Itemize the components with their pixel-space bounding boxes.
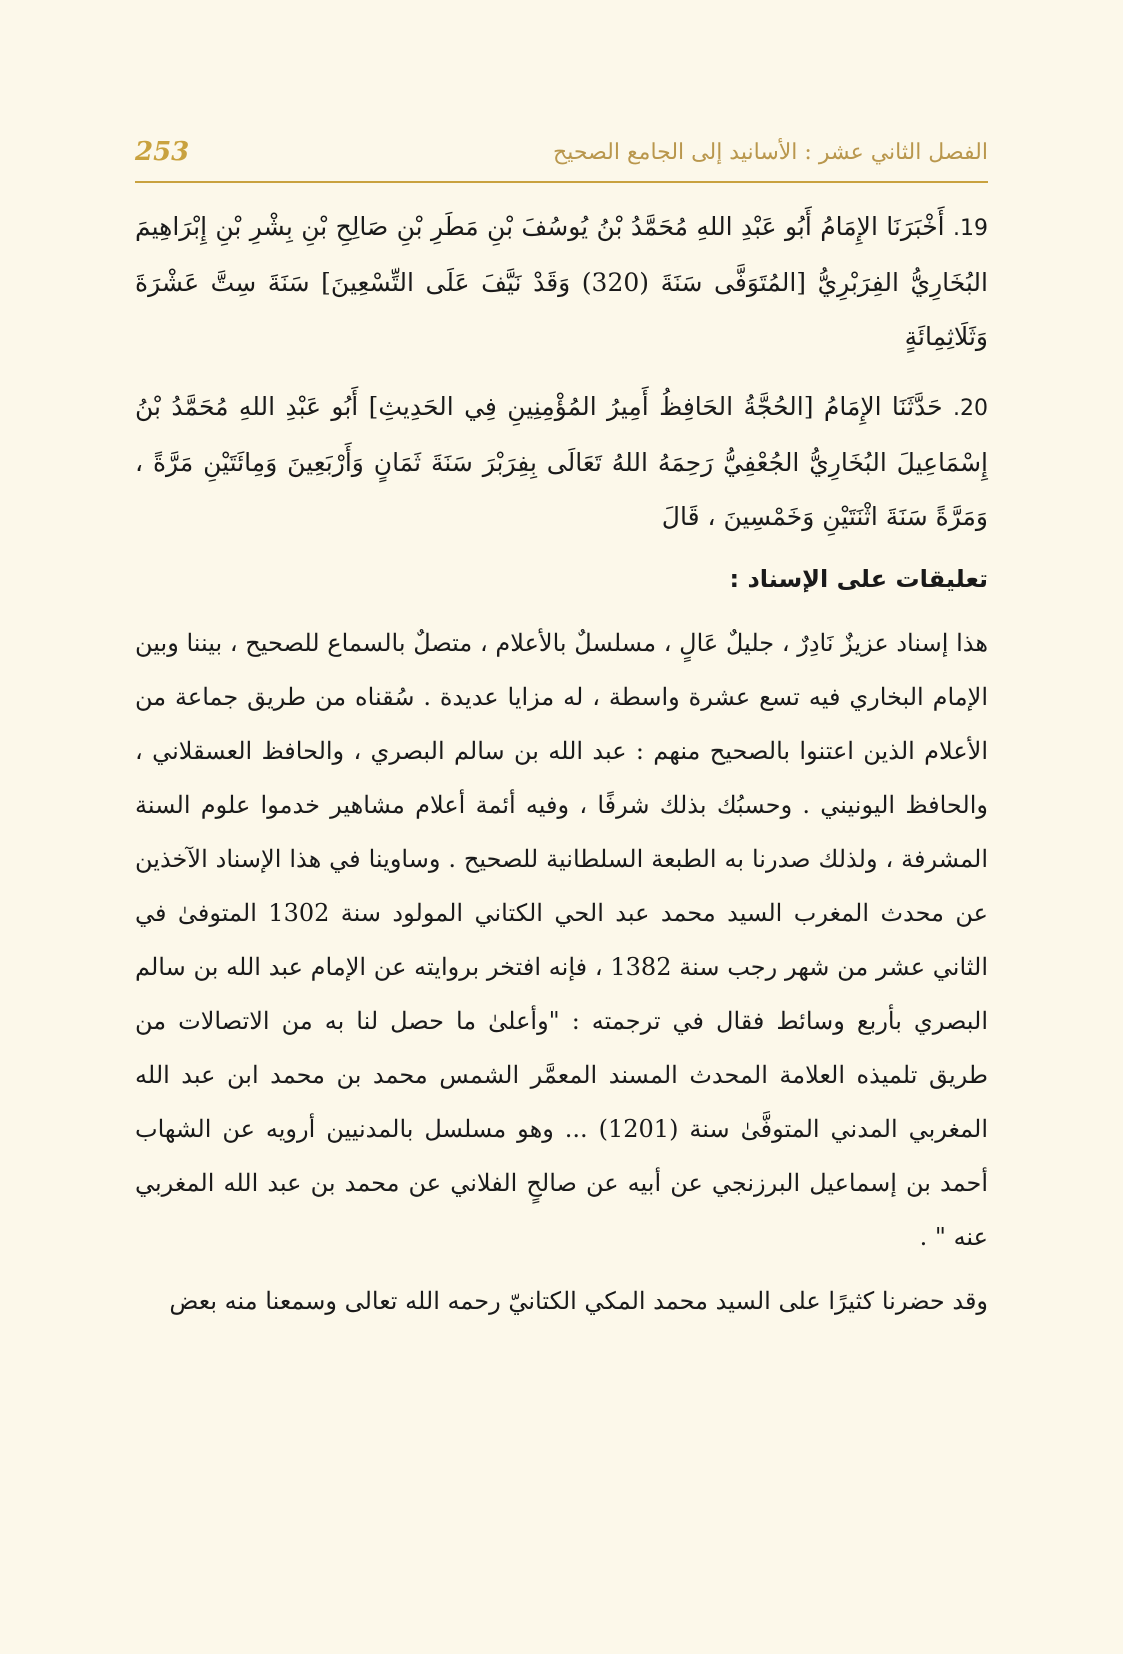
page-body (135, 200, 988, 1328)
page-number: 253 (135, 137, 190, 167)
isnad-entry-20 (135, 380, 988, 544)
isnad-text: أَخْبَرَنَا الإِمَامُ أَبُو عَبْدِ اللهِ مُحَمَّدُ بْنُ يُوسُفَ بْنِ مَطَرِ بْنِ صَالِحِ بْنِ بِشْرِ بْنِ إِبْرَاهِيمَ البُخَارِيُّ الفِرَبْرِيُّ [المُتَوَفَّى سَنَةَ (320) وَقَدْ نَيَّفَ عَلَى التِّسْعِينَ] سَنَةَ سِتَّ عَشْرَةَ وَثَلَاثِمِائَةٍ (135, 212, 988, 351)
commentary-paragraph-continued: وقد حضرنا كثيرًا على السيد محمد المكي الكتانيّ رحمه الله تعالى وسمعنا منه بعض (169, 1287, 988, 1315)
isnad-number: 20. (953, 396, 989, 421)
commentary-heading: تعليقات على الإسناد : (729, 565, 988, 593)
page-header (135, 128, 988, 176)
header-rule (135, 181, 988, 183)
commentary-paragraph: هذا إسناد عزيزٌ نَادِرٌ ، جليلٌ عَالٍ ، مسلسلٌ بالأعلام ، متصلٌ بالسماع للصحيح ، بيننا وبين الإمام البخاري فيه تسع عشرة واسطة ، له مزايا عديدة . سُقناه من طريق جماعة من الأعلام الذين اعتنوا بالصحيح منهم : عبد الله بن سالم البصري ، والحافظ العسقلاني ، والحافظ اليونيني . وحسبُك بذلك شرفًا ، وفيه أئمة أعلام مشاهير خدموا علوم السنة المشرفة ، ولذلك صدرنا به الطبعة السلطانية للصحيح . وساوينا في هذا الإسناد الآخذين عن محدث المغرب السيد محمد عبد الحي الكتاني المولود سنة 1302 المتوفىٰ في الثاني عشر من شهر رجب سنة 1382 ، فإنه افتخر بروايته عن الإمام عبد الله بن سالم البصري بأربع وسائط فقال في ترجمته : "وأعلىٰ ما حصل لنا به من الاتصالات من طريق تلميذه العلامة المحدث المسند المعمَّر الشمس محمد بن محمد ابن عبد الله المغربي المدني المتوفَّىٰ سنة (1201) ... وهو مسلسل بالمدنيين أرويه عن الشهاب أحمد بن إسماعيل البرزنجي عن أبيه عن صالحٍ الفلاني عن محمد بن عبد الله المغربي عنه " . (135, 629, 988, 1251)
running-title: الفصل الثاني عشر : الأسانيد إلى الجامع الصحيح (553, 139, 988, 165)
isnad-entry-19 (135, 200, 988, 364)
isnad-number: 19. (952, 216, 988, 241)
isnad-text: حَدَّثَنَا الإِمَامُ [الحُجَّةُ الحَافِظُ أَمِيرُ المُؤْمِنِينِ فِي الحَدِيثِ] أَبُو عَبْدِ اللهِ مُحَمَّدُ بْنُ إِسْمَاعِيلَ البُخَارِيُّ الجُعْفِيُّ رَحِمَهُ اللهُ تَعَالَى بِفِرَبْرَ سَنَةَ ثَمَانٍ وَأَرْبَعِينَ وَمِائَتَيْنِ مَرَّةً ، وَمَرَّةً سَنَةَ اثْنَتَيْنِ وَخَمْسِينَ ، قَالَ (135, 392, 988, 531)
